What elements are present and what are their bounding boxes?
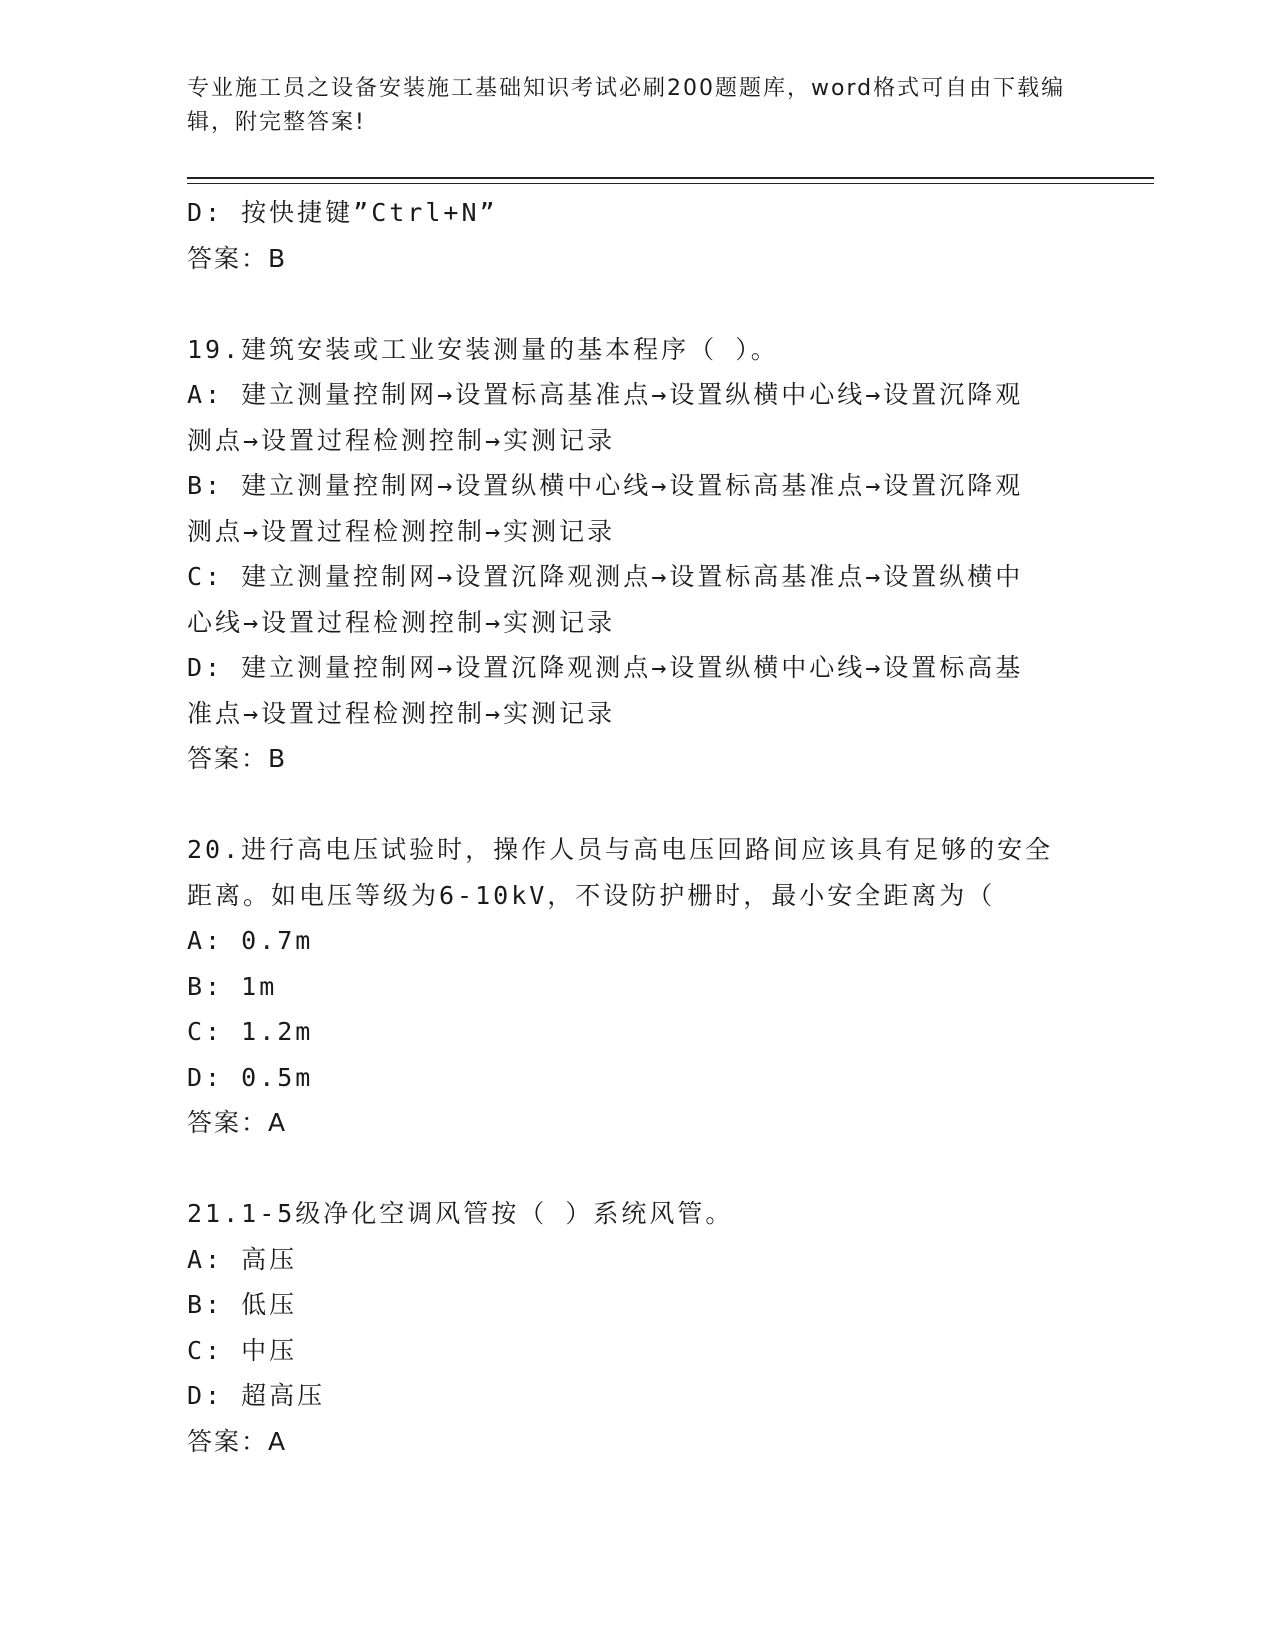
question-block-18 bbox=[187, 190, 1077, 281]
question-text-line-2: 距离。如电压等级为6-10kV，不设防护栅时，最小安全距离为（ bbox=[187, 880, 996, 910]
option-b: B: 低压 bbox=[187, 1290, 298, 1319]
header-rule-thin bbox=[187, 183, 1154, 184]
option-d-line-1: D: 建立测量控制网→设置沉降观测点→设置纵横中心线→设置标高基 bbox=[187, 653, 1024, 682]
question-block-21 bbox=[187, 1191, 1077, 1464]
answer: 答案：A bbox=[187, 1426, 288, 1456]
option-d: D: 超高压 bbox=[187, 1381, 326, 1410]
option-a: A: 高压 bbox=[187, 1244, 298, 1274]
option-c: C: 1.2m bbox=[187, 1017, 314, 1046]
option-b-line-2: 测点→设置过程检测控制→实测记录 bbox=[187, 516, 616, 546]
option-a-line-1: A: 建立测量控制网→设置标高基准点→设置纵横中心线→设置沉降观 bbox=[187, 380, 1024, 409]
question-text: 21.1-5级净化空调风管按（ ）系统风管。 bbox=[187, 1199, 734, 1228]
option-d: D: 0.5m bbox=[187, 1062, 314, 1092]
document-body bbox=[187, 190, 1077, 1464]
spacer bbox=[187, 782, 1077, 828]
spacer bbox=[187, 1146, 1077, 1192]
answer: 答案：B bbox=[187, 243, 288, 273]
header-rule-thick bbox=[187, 177, 1154, 179]
option-c-line-1: C: 建立测量控制网→设置沉降观测点→设置标高基准点→设置纵横中 bbox=[187, 562, 1024, 591]
document-header: 专业施工员之设备安装施工基础知识考试必刷200题题库，word格式可自由下载编辑，附完整答案! bbox=[187, 76, 1066, 135]
question-block-20 bbox=[187, 827, 1077, 1146]
option-c: C: 中压 bbox=[187, 1335, 298, 1365]
answer: 答案：A bbox=[187, 1108, 288, 1137]
option-b-line-1: B: 建立测量控制网→设置纵横中心线→设置标高基准点→设置沉降观 bbox=[187, 471, 1024, 500]
question-text: 19.建筑安装或工业安装测量的基本程序（ ）。 bbox=[187, 334, 779, 364]
answer: 答案：B bbox=[187, 744, 288, 773]
option-a: A: 0.7m bbox=[187, 926, 314, 955]
question-block-19 bbox=[187, 327, 1077, 782]
question-text-line-1: 20.进行高电压试验时，操作人员与高电压回路间应该具有足够的安全 bbox=[187, 835, 1054, 864]
option-d: D: 按快捷键”Ctrl+N” bbox=[187, 198, 498, 227]
option-a-line-2: 测点→设置过程检测控制→实测记录 bbox=[187, 425, 616, 455]
option-d-line-2: 准点→设置过程检测控制→实测记录 bbox=[187, 698, 616, 728]
option-b: B: 1m bbox=[187, 971, 278, 1001]
spacer bbox=[187, 281, 1077, 327]
option-c-line-2: 心线→设置过程检测控制→实测记录 bbox=[187, 607, 616, 637]
